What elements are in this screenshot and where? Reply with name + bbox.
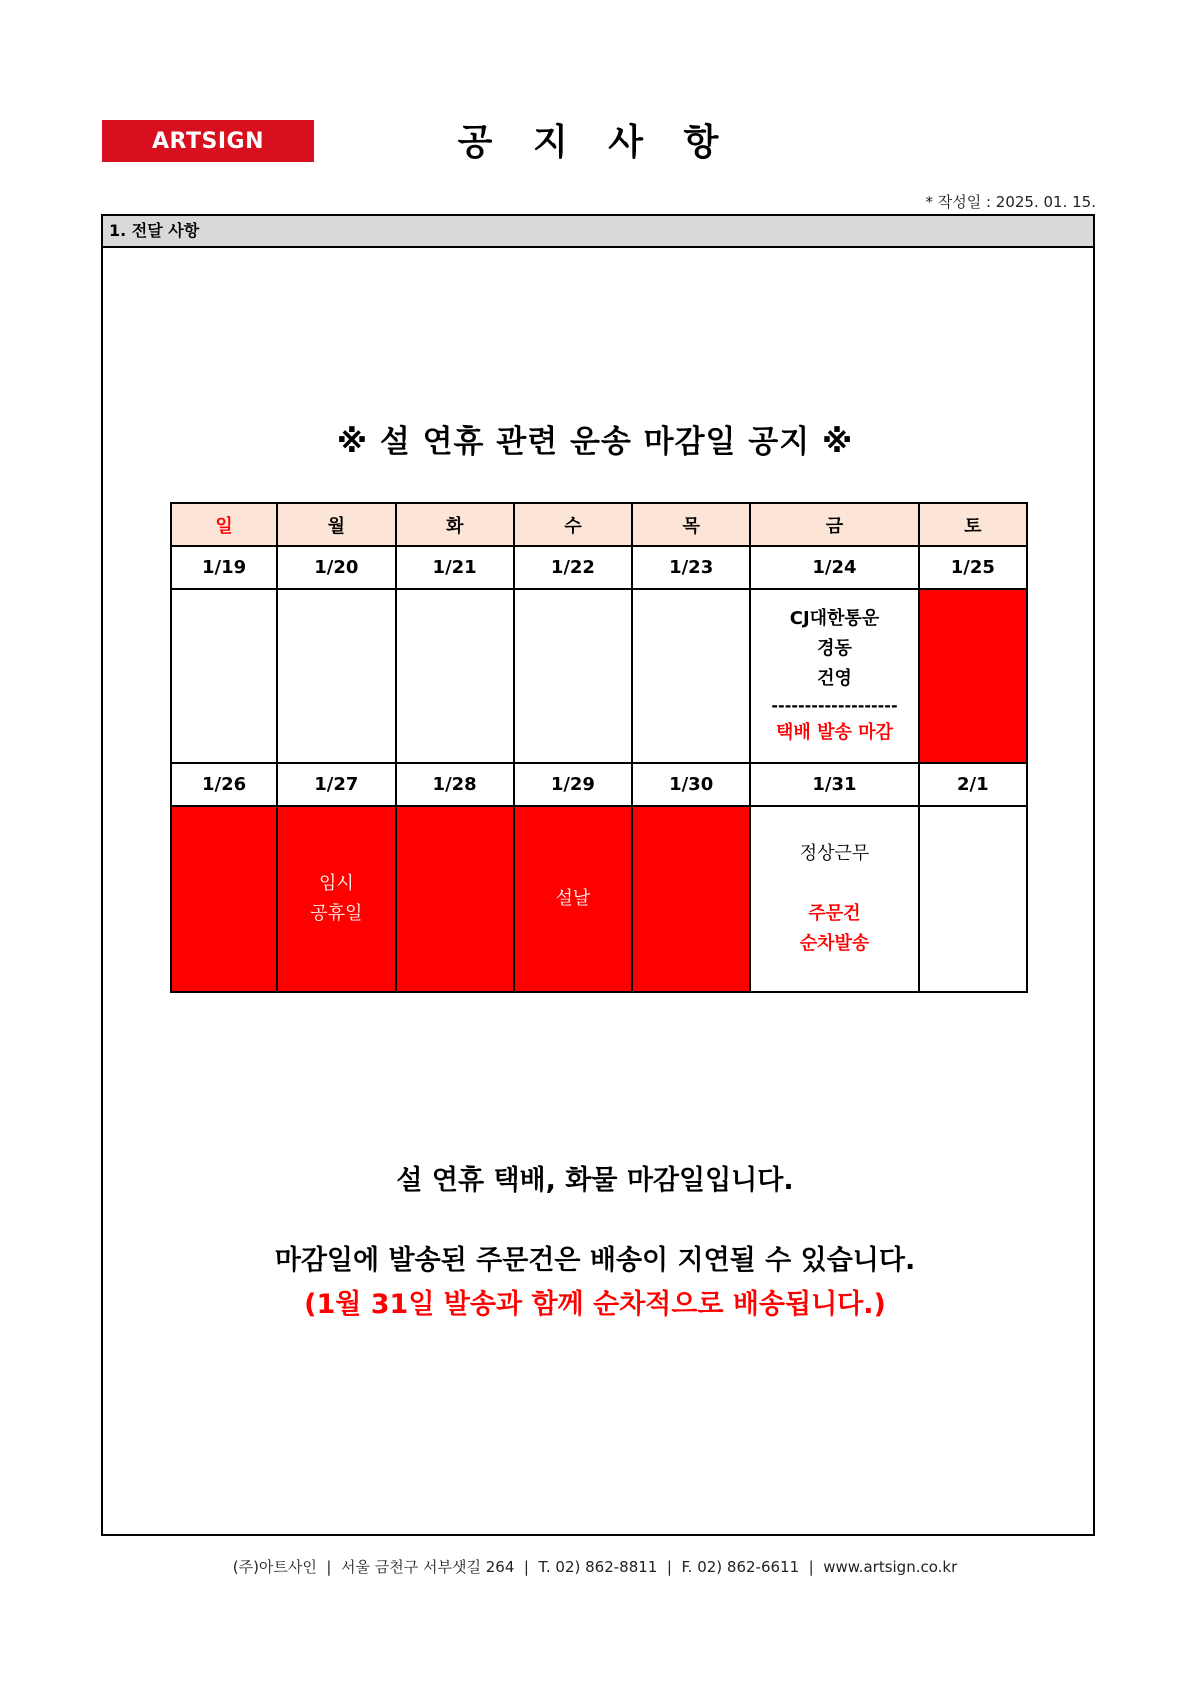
holiday-label: 임시 [318,873,354,894]
artsign-logo: ARTSIGN [102,120,314,162]
shipping-calendar [170,502,1028,993]
temporary-holiday-cell [277,806,395,992]
company-footer: (주)아트사인 | 서울 금천구 서부샛길 264 | T. 02) 862-8811 | F. 02) 862-6611 | www.artsign.co.kr [232,1558,958,1576]
courier-name: CJ대한통운 [789,608,880,629]
date-cell: 1/22 [514,546,632,589]
holiday-cell [632,806,750,992]
order-label: 순차발송 [799,933,870,954]
message-line-2: 마감일에 발송된 주문건은 배송이 지연될 수 있습니다. [274,1245,916,1276]
date-cell: 1/20 [277,546,395,589]
date-cell: 1/19 [171,546,277,589]
content-cell [171,589,277,763]
work-label: 정상근무 [799,843,870,864]
date-cell: 1/30 [632,763,750,806]
holiday-cell [171,806,277,992]
week2-content-row [171,806,1027,992]
courier-name: 건영 [817,668,852,689]
message-line-3: (1월 31일 발송과 함께 순차적으로 배송됩니다.) [304,1289,886,1320]
day-tue: 화 [396,503,514,546]
spacer [751,869,917,899]
page-title: 공 지 사 항 [457,122,733,163]
week1-date-row [171,546,1027,589]
date-cell: 1/29 [514,763,632,806]
written-date: * 작성일 : 2025. 01. 15. [925,193,1096,211]
date-cell: 1/27 [277,763,395,806]
section-heading: 1. 전달 사항 [103,216,1093,248]
day-mon: 월 [277,503,395,546]
day-sat: 토 [919,503,1027,546]
content-cell [919,806,1027,992]
message-line-1: 설 연휴 택배, 화물 마감일입니다. [396,1165,794,1196]
week2-date-row [171,763,1027,806]
order-label: 주문건 [808,903,861,924]
fri-work-cell [750,806,918,992]
day-fri: 금 [750,503,918,546]
date-cell: 1/31 [750,763,918,806]
holiday-label: 설날 [555,888,591,909]
dashed-divider: ------------------- [771,696,898,715]
day-sun: 일 [171,503,277,546]
date-cell: 1/25 [919,546,1027,589]
day-thu: 목 [632,503,750,546]
day-wed: 수 [514,503,632,546]
date-cell: 1/28 [396,763,514,806]
date-cell: 2/1 [919,763,1027,806]
content-cell [277,589,395,763]
date-cell: 1/26 [171,763,277,806]
notice-heading: ※ 설 연휴 관련 운송 마감일 공지 ※ [336,424,854,460]
seollal-cell [514,806,632,992]
content-cell [632,589,750,763]
deadline-label: 택배 발송 마감 [776,722,893,743]
date-cell: 1/24 [750,546,918,589]
content-cell [396,589,514,763]
weekday-header-row [171,503,1027,546]
date-cell: 1/21 [396,546,514,589]
fri-deadline-cell [750,589,918,763]
week1-content-row [171,589,1027,763]
date-cell: 1/23 [632,546,750,589]
holiday-cell [396,806,514,992]
holiday-cell [919,589,1027,763]
courier-name: 경동 [817,638,852,659]
content-cell [514,589,632,763]
holiday-label: 공휴일 [310,903,363,924]
